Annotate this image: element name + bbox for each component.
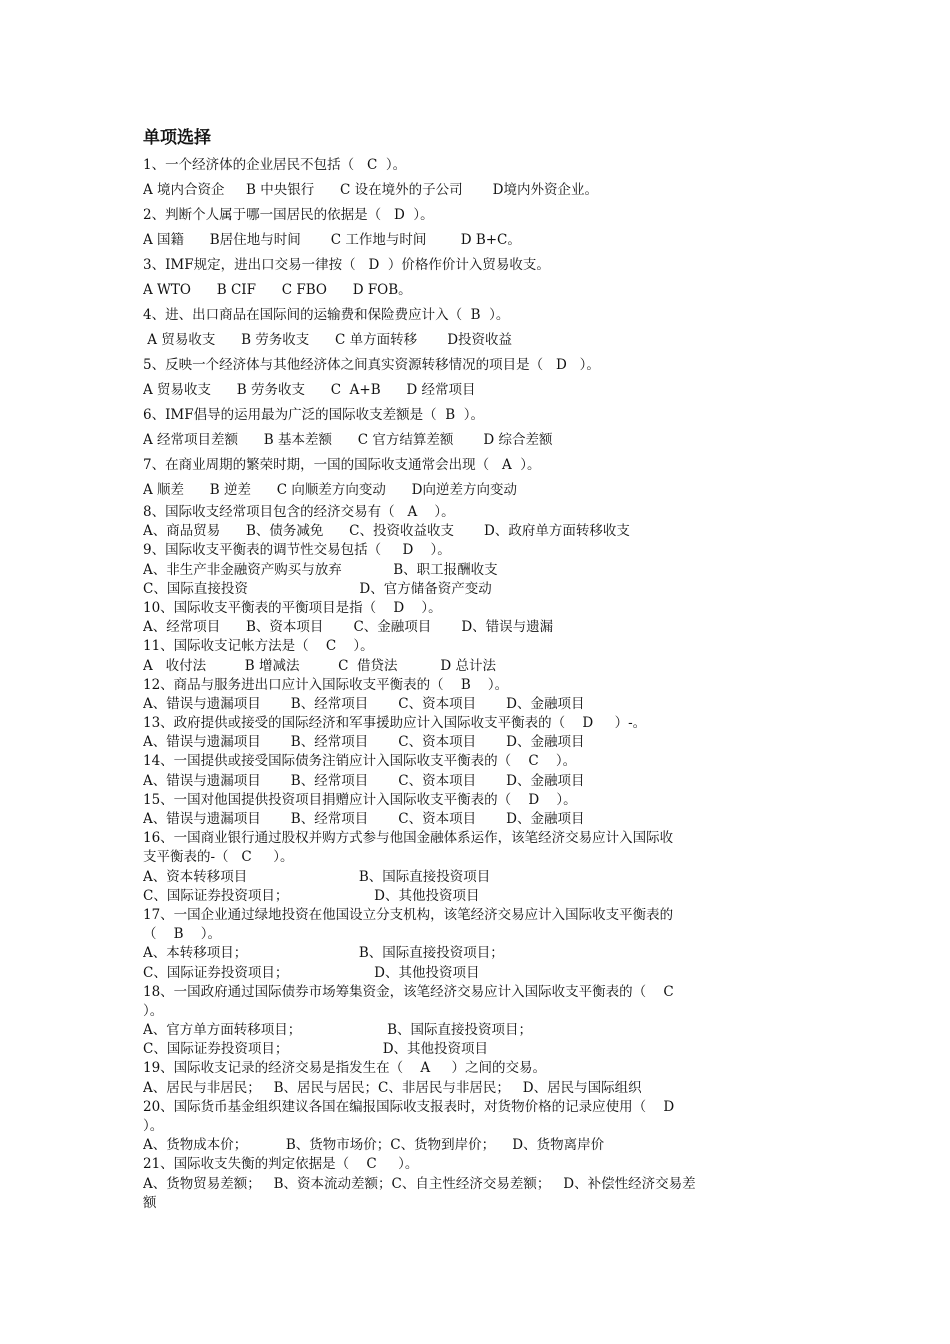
question-6-stem: 6、IMF倡导的运用最为广泛的国际收支差额是（ B ）。 — [143, 407, 484, 423]
question-3-stem: 3、IMF规定，进出口交易一律按（ D ）价格作价计入贸易收支。 — [143, 257, 550, 273]
question-13-stem: 13、政府提供或接受的国际经济和军事援助应计入国际收支平衡表的（ D ）-。 — [143, 715, 647, 732]
question-7-options: A 顺差 B 逆差 C 向顺差方向变动 D向逆差方向变动 — [143, 482, 517, 498]
question-19-options: A、居民与非居民； B、居民与居民；C、非居民与非居民； D、居民与国际组织 — [143, 1079, 642, 1096]
question-2-stem: 2、判断个人属于哪一国居民的依据是（ D ）。 — [143, 207, 434, 223]
question-7-stem: 7、在商业周期的繁荣时期，一国的国际收支通常会出现（ A ）。 — [143, 457, 541, 473]
question-11-stem: 11、国际收支记帐方法是（ C ）。 — [143, 638, 374, 655]
section-title: 单项选择 — [143, 128, 211, 148]
question-18-stem-cont: ）。 — [143, 1002, 164, 1019]
question-4-stem: 4、进、出口商品在国际间的运输费和保险费应计入（ B ）。 — [143, 307, 510, 323]
question-18-stem: 18、一国政府通过国际债券市场筹集资金，该笔经济交易应计入国际收支平衡表的（ C — [143, 983, 674, 1000]
question-1-stem: 1、一个经济体的企业居民不包括（ C ）。 — [143, 157, 407, 173]
question-16-stem-cont: 支平衡表的-（ C ）。 — [143, 849, 294, 866]
question-12-options: A、错误与遗漏项目 B、经常项目 C、资本项目 D、金融项目 — [143, 695, 585, 712]
question-17-options-ab: A、本转移项目； B、国际直接投资项目； — [143, 945, 504, 962]
question-10-stem: 10、国际收支平衡表的平衡项目是指（ D ）。 — [143, 599, 442, 616]
question-8-options: A、商品贸易 B、债务减免 C、投资收益收支 D、政府单方面转移收支 — [143, 523, 630, 540]
question-20-options: A、货物成本价； B、货物市场价；C、货物到岸价； D、货物离岸价 — [143, 1137, 605, 1154]
question-3-options: A WTO B CIF C FBO D FOB。 — [143, 282, 412, 298]
question-2-options: A 国籍 B居住地与时间 C 工作地与时间 D B+C。 — [143, 232, 521, 248]
question-8-stem: 8、国际收支经常项目包含的经济交易有（ A ）。 — [143, 504, 455, 520]
question-5-options: A 贸易收支 B 劳务收支 C A+B D 经常项目 — [143, 382, 476, 398]
question-11-options: A 收付法 B 增减法 C 借贷法 D 总计法 — [143, 657, 497, 674]
question-16-stem: 16、一国商业银行通过股权并购方式参与他国金融体系运作，该笔经济交易应计入国际收 — [143, 830, 674, 847]
question-5-stem: 5、反映一个经济体与其他经济体之间真实资源转移情况的项目是（ D ）。 — [143, 357, 600, 373]
question-9-stem: 9、国际收支平衡表的调节性交易包括（ D ）。 — [143, 542, 451, 559]
question-14-stem: 14、一国提供或接受国际债务注销应计入国际收支平衡表的（ C ）。 — [143, 753, 577, 770]
question-20-stem: 20、国际货币基金组织建议各国在编报国际收支报表时，对货物价格的记录应使用（ D — [143, 1098, 675, 1115]
question-1-options: A 境内合资企 B 中央银行 C 设在境外的子公司 D境内外资企业。 — [143, 182, 598, 198]
question-4-options: A 贸易收支 B 劳务收支 C 单方面转移 D投资收益 — [143, 332, 513, 348]
question-9-options-ab: A、非生产非金融资产购买与放弃 B、职工报酬收支 — [143, 561, 498, 578]
question-18-options-cd: C、国际证券投资项目； D、其他投资项目 — [143, 1041, 489, 1058]
question-16-options-ab: A、资本转移项目 B、国际直接投资项目 — [143, 868, 491, 885]
question-9-options-cd: C、国际直接投资 D、官方储备资产变动 — [143, 580, 492, 597]
question-13-options: A、错误与遗漏项目 B、经常项目 C、资本项目 D、金融项目 — [143, 734, 585, 751]
question-list — [143, 153, 813, 1213]
question-16-options-cd: C、国际证券投资项目； D、其他投资项目 — [143, 887, 480, 904]
question-17-options-cd: C、国际证券投资项目； D、其他投资项目 — [143, 964, 480, 981]
question-21-options: A、货物贸易差额； B、资本流动差额；C、自主性经济交易差额； D、补偿性经济交易差 — [143, 1175, 696, 1192]
question-17-stem-cont: （ B ）。 — [143, 926, 222, 943]
question-21-options-cont: 额 — [143, 1194, 157, 1211]
question-15-stem: 15、一国对他国提供投资项目捐赠应计入国际收支平衡表的（ D ）。 — [143, 791, 577, 808]
document-body — [143, 127, 813, 1213]
question-10-options: A、经常项目 B、资本项目 C、金融项目 D、错误与遗漏 — [143, 619, 554, 636]
question-12-stem: 12、商品与服务进出口应计入国际收支平衡表的（ B ）。 — [143, 676, 509, 693]
question-6-options: A 经常项目差额 B 基本差额 C 官方结算差额 D 综合差额 — [143, 432, 553, 448]
question-20-stem-cont: ）。 — [143, 1118, 164, 1134]
question-18-options-ab: A、官方单方面转移项目； B、国际直接投资项目； — [143, 1022, 532, 1039]
question-17-stem: 17、一国企业通过绿地投资在他国设立分支机构，该笔经济交易应计入国际收支平衡表的 — [143, 906, 674, 923]
question-14-options: A、错误与遗漏项目 B、经常项目 C、资本项目 D、金融项目 — [143, 772, 585, 789]
question-19-stem: 19、国际收支记录的经济交易是指发生在（ A ）之间的交易。 — [143, 1060, 547, 1077]
question-21-stem: 21、国际收支失衡的判定依据是（ C ）。 — [143, 1156, 419, 1173]
question-15-options: A、错误与遗漏项目 B、经常项目 C、资本项目 D、金融项目 — [143, 811, 585, 827]
